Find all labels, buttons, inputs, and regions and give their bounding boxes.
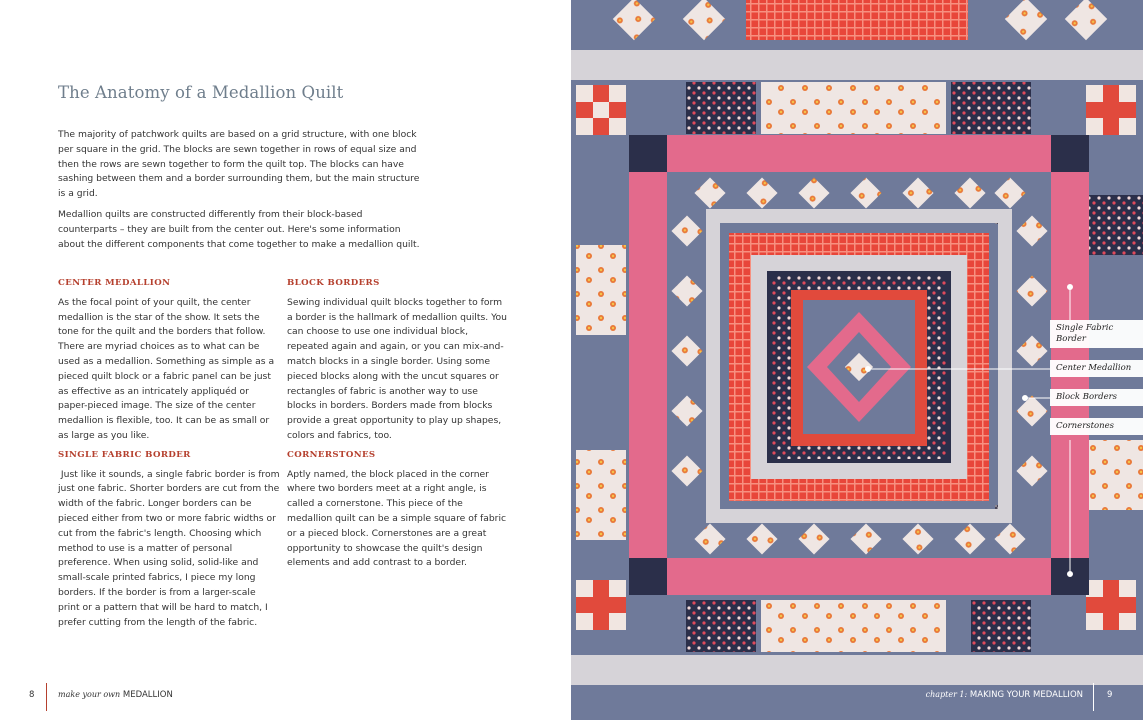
- column-left: [58, 276, 283, 634]
- single-fabric-border-heading: SINGLE FABRIC BORDER: [58, 449, 191, 460]
- column-right: [287, 276, 509, 575]
- footer-book-italic: make your own: [58, 690, 121, 699]
- cornerstone-bl: [629, 558, 667, 595]
- intro-paragraph-1: The majority of patchwork quilts are based on a grid structure, with one block per square in the grid. The blocks are sewn together in rows of equal size and then the rows are sewn together to form the quilt top. The blocks can have sashing between them and a border surrounding them, but the main structure is a grid.: [58, 129, 420, 200]
- cornerstone-tr: [1051, 135, 1089, 172]
- footer-chapter-italic: chapter 1:: [925, 690, 968, 699]
- cornerstones-heading: CORNERSTONES: [287, 449, 376, 460]
- label-block-borders: Block Borders: [1050, 389, 1143, 406]
- page-number-left: 8: [29, 690, 35, 700]
- center-medallion-body: As the focal point of your quilt, the center medallion is the star of the show. It sets the tone for the quilt and the borders that follow. There are myriad choices as to what can be used as a medallion. Something as simple as a pieced quilt block or a fabric panel can be just as effective as an intricately appliquéd or paper-pieced image. The size of the center medallion is flexible, too. It can be as small or as large as you like.: [58, 296, 275, 441]
- page-title: The Anatomy of a Medallion Quilt: [58, 83, 344, 102]
- footer-chapter-title: MAKING YOUR MEDALLION: [969, 690, 1083, 700]
- label-single-fabric-border: Single Fabric Border: [1050, 320, 1143, 348]
- footer-divider-right: [1093, 683, 1094, 711]
- footer-divider-left: [46, 683, 47, 711]
- page-number-right: 9: [1107, 690, 1113, 700]
- block-borders-heading: BLOCK BORDERS: [287, 278, 380, 288]
- cornerstone-tl: [629, 135, 667, 172]
- intro-paragraph-2: Medallion quilts are constructed differently from their block-based counterparts – they are built from the center out. Here's some information about the different components that come together to make a medallion quilt.: [58, 208, 420, 250]
- footer-chapter: [926, 690, 1083, 700]
- block-borders-body: Sewing individual quilt blocks together to form a border is the hallmark of medallion quilts. You can choose to use one individual block, repeated again and again, or you can mix-and-match blocks in a single border. Using some pieced blocks along with the uncut squares or rectangles of fabric is another way to use blocks in borders. Borders made from blocks provide a great opportunity to play up shapes, colors and fabrics, too.: [287, 296, 507, 441]
- footer-book-name: MEDALLION: [122, 690, 173, 700]
- left-page: [0, 0, 571, 720]
- single-fabric-border-body: Just like it sounds, a single fabric border is from just one fabric. Shorter borders are cut from the width of the fabric. Longer borders can be pieced either from two or more fabric widths or cut from the fabric's length. Choosing which method to use is a matter of personal preference. When using solid, solid-like and small-scale printed fabrics, I piece my long borders. If the border is from a larger-scale print or a pattern that will be hard to match, I prefer cutting from the length of the fabric.: [58, 468, 283, 628]
- label-cornerstones: Cornerstones: [1050, 418, 1143, 435]
- footer-book-title: [58, 690, 173, 700]
- label-center-medallion: Center Medallion: [1050, 360, 1143, 377]
- cornerstones-body: Aptly named, the block placed in the corner where two borders meet at a right angle, is called a cornerstone. This piece of the medallion quilt can be a simple square of fabric or a pieced block. Cornerstones are a great opportunity to showcase the quilt's design elements and add contrast to a border.: [287, 468, 507, 569]
- intro: [58, 128, 420, 258]
- center-medallion-heading: CENTER MEDALLION: [58, 278, 171, 288]
